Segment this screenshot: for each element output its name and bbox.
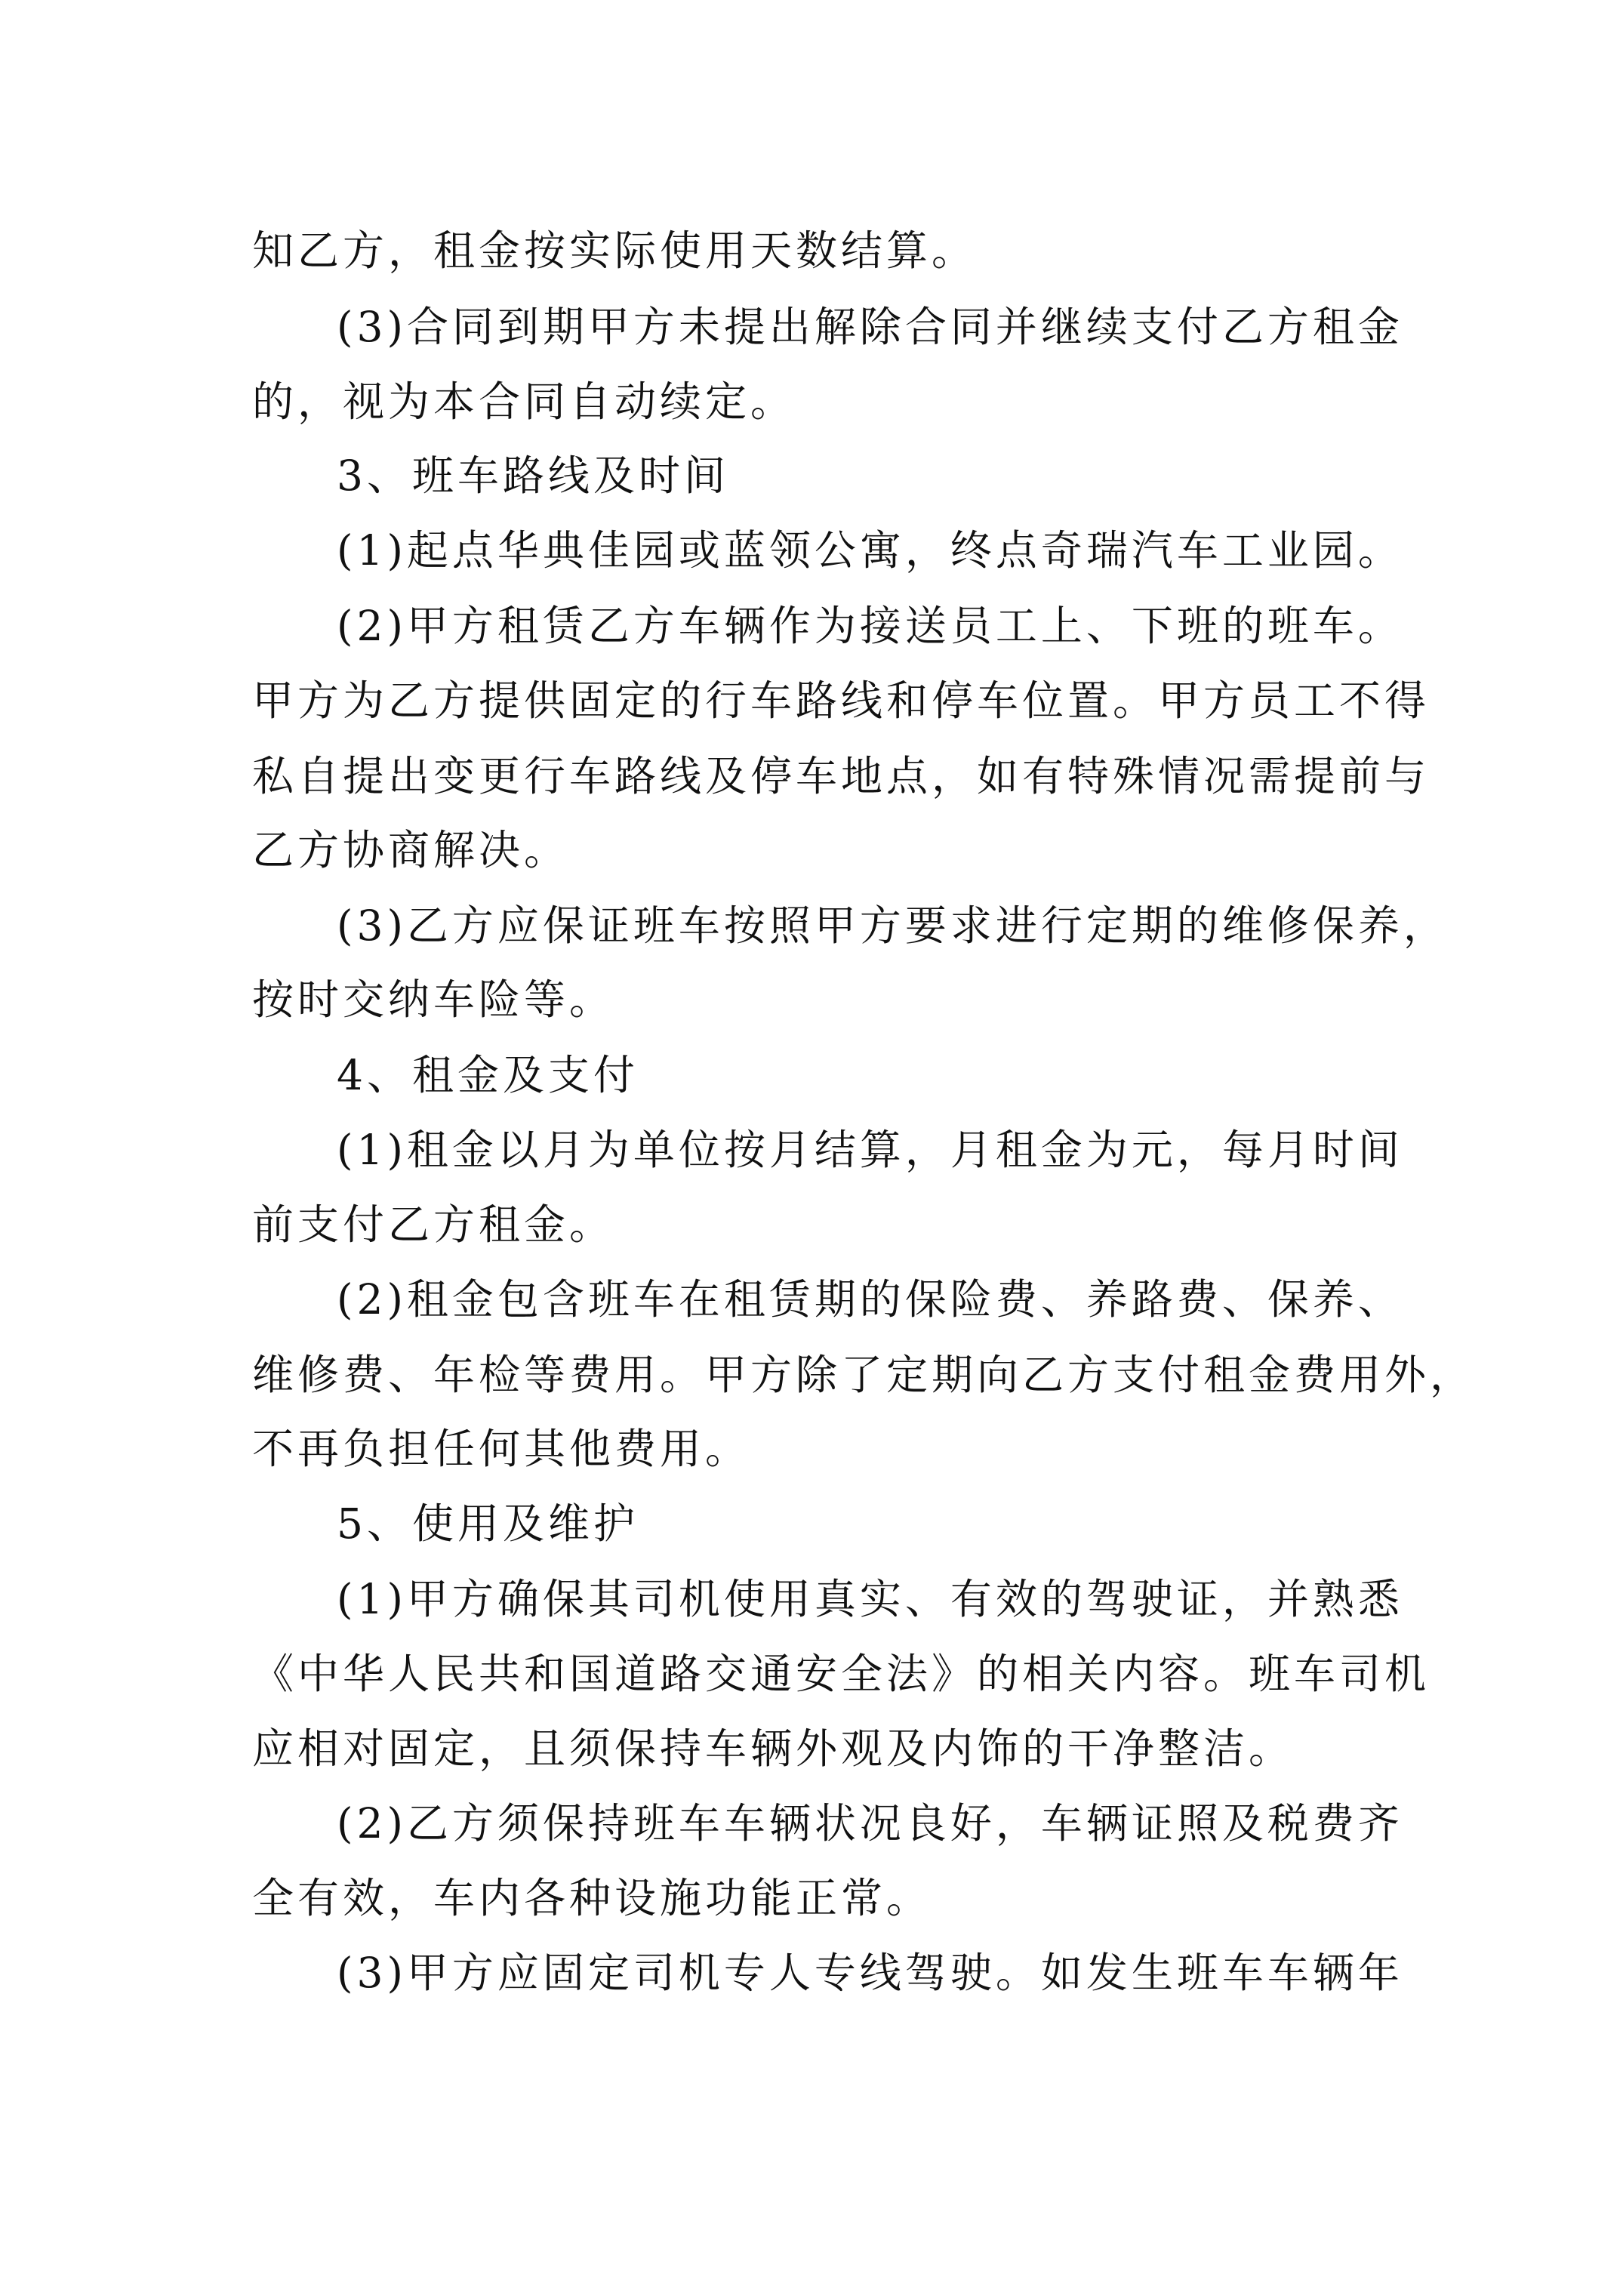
text-line: (1)起点华典佳园或蓝领公寓，终点奇瑞汽车工业园。 xyxy=(337,526,1403,575)
text-line: (2)甲方租赁乙方车辆作为接送员工上、下班的班车。 xyxy=(337,602,1403,650)
text-line: 知乙方，租金按实际使用天数结算。 xyxy=(252,227,978,275)
text-line: (2)租金包含班车在租赁期的保险费、养路费、保养、 xyxy=(337,1275,1403,1324)
text-line: (2)乙方须保持班车车辆状况良好，车辆证照及税费齐 xyxy=(337,1799,1403,1848)
text-line: 维修费、年检等费用。甲方除了定期向乙方支付租金费用外， xyxy=(252,1351,1476,1399)
text-line: 《中华人民共和国道路交通安全法》的相关内容。班车司机 xyxy=(252,1650,1431,1698)
text-line: 私自提出变更行车路线及停车地点，如有特殊情况需提前与 xyxy=(252,752,1431,800)
text-line: 全有效，车内各种设施功能正常。 xyxy=(252,1874,932,1922)
text-line: 不再负担任何其他费用。 xyxy=(252,1425,751,1473)
text-line: 前支付乙方租金。 xyxy=(252,1200,615,1249)
text-line: 应相对固定，且须保持车辆外观及内饰的干净整洁。 xyxy=(252,1724,1295,1773)
text-line: 乙方协商解决。 xyxy=(252,826,570,874)
text-line: (3)乙方应保证班车按照甲方要求进行定期的维修保养， xyxy=(337,901,1449,950)
text-line: 按时交纳车险等。 xyxy=(252,975,615,1024)
text-line: (3)合同到期甲方未提出解除合同并继续支付乙方租金 xyxy=(337,303,1403,351)
text-line: 甲方为乙方提供固定的行车路线和停车位置。甲方员工不得 xyxy=(252,676,1431,725)
text-line: (3)甲方应固定司机专人专线驾驶。如发生班车车辆年 xyxy=(337,1949,1403,1997)
text-line: (1)甲方确保其司机使用真实、有效的驾驶证，并熟悉 xyxy=(337,1575,1403,1623)
text-line: 的，视为本合同自动续定。 xyxy=(252,378,796,426)
text-line: (1)租金以月为单位按月结算，月租金为元，每月时间 xyxy=(337,1126,1403,1174)
section-heading: 3、班车路线及时间 xyxy=(337,451,729,500)
section-heading: 5、使用及维护 xyxy=(337,1499,639,1548)
section-heading: 4、租金及支付 xyxy=(337,1051,639,1099)
